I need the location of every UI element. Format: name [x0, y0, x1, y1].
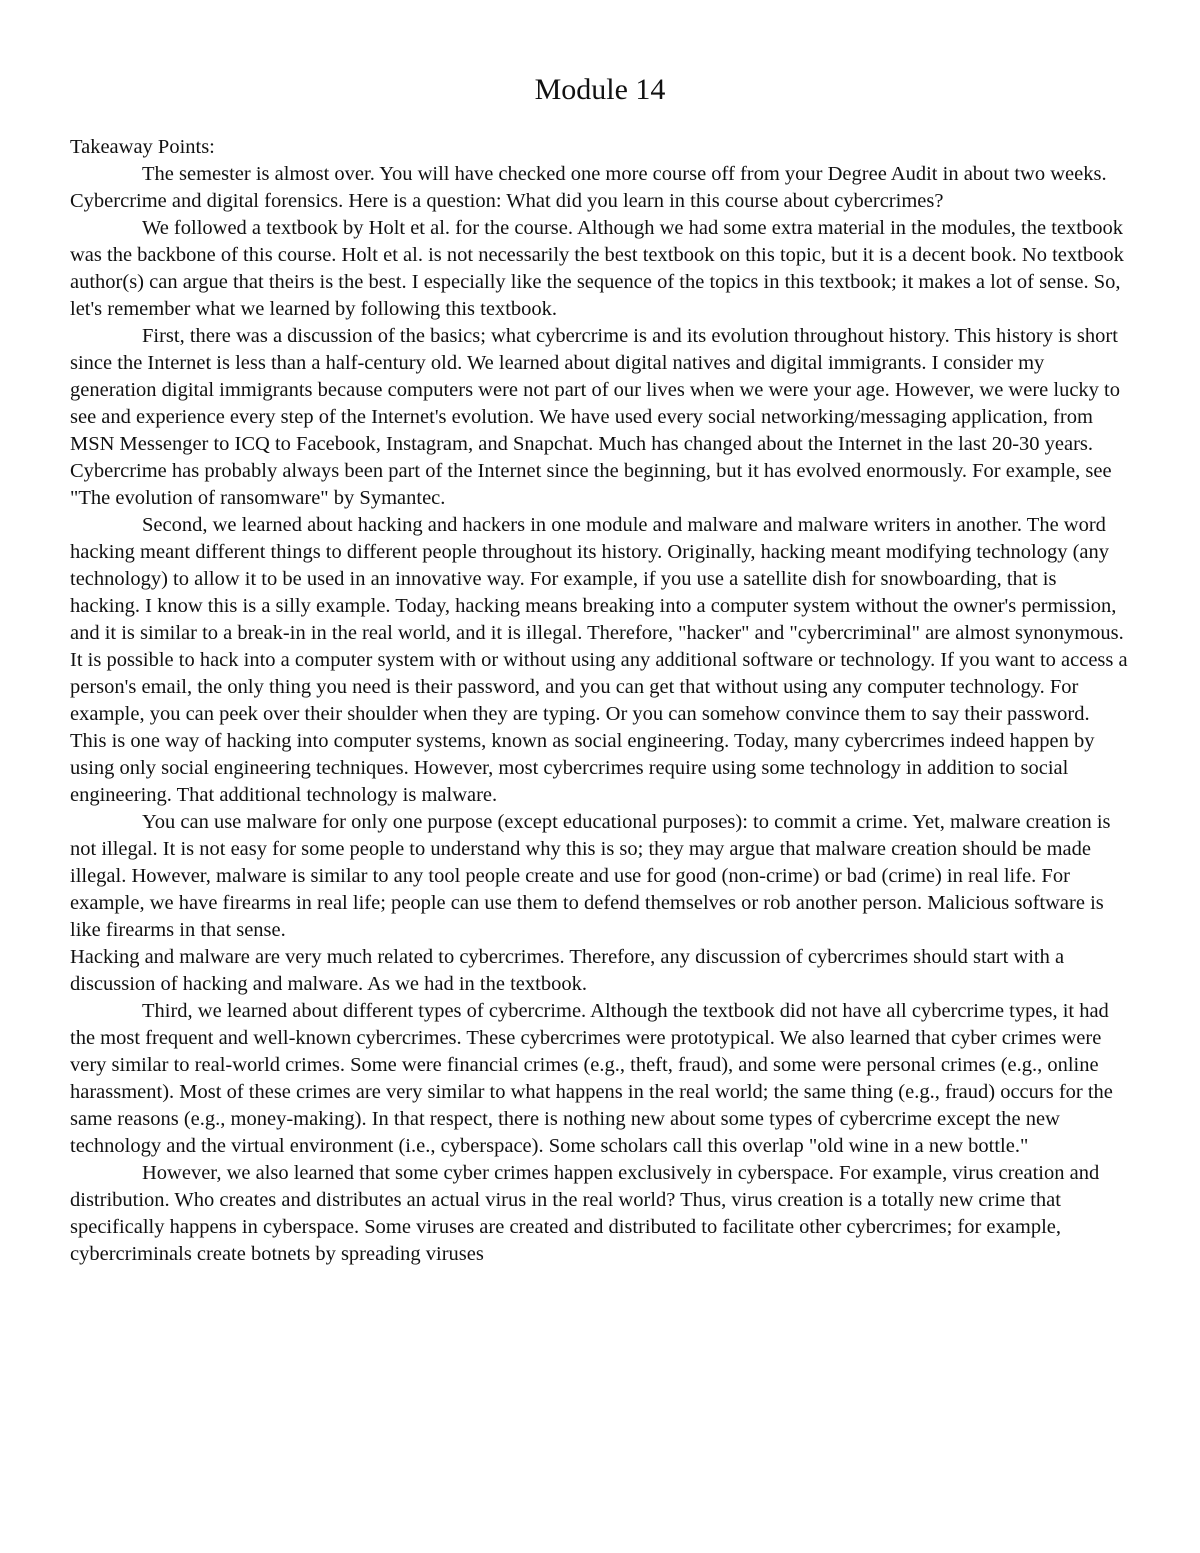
paragraph-basics: First, there was a discussion of the basics; what cybercrime is and its evolution throughout history. This history is short since the Internet is less than a half-century old. We learned about digital natives and digital immigrants. I consider my generation digital immigrants because computers were not part of our lives when we were your age. However, we were lucky to see and experience every step of the Internet's evolution. We have used every social networking/messaging application, from MSN Messenger to ICQ to Facebook, Instagram, and Snapchat. Much has changed about the Internet in the last 20-30 years. Cybercrime has probably always been part of the Internet since the beginning, but it has evolved enormously. For example, see "The evolution of ransomware" by Symantec.	[70, 325, 1121, 509]
section-heading: Takeaway Points:	[70, 136, 215, 158]
paragraph-textbook: We followed a textbook by Holt et al. for the course. Although we had some extra material in the modules, the textbook was the backbone of this course. Holt et al. is not necessarily the best textbook on this topic, but it is a decent book. No textbook author(s) can argue that theirs is the best. I especially like the sequence of the topics in this textbook; it makes a lot of sense. So, let's remember what we learned by following this textbook.	[70, 217, 1124, 320]
paragraph-cyberspace-crimes: However, we also learned that some cyber crimes happen exclusively in cyberspace. For example, virus creation and distribution. Who creates and distributes an actual virus in the real world? Thus, virus creation is a totally new crime that specifically happens in cyberspace. Some viruses are created and distributed to facilitate other cybercrimes; for example, cybercriminals create botnets by spreading viruses	[70, 1162, 1100, 1265]
paragraph-social-engineering: It is possible to hack into a computer system with or without using any additional software or technology. If you want to access a person's email, the only thing you need is their password, and you can get that without using any computer technology. For example, you can peek over their shoulder when they are typing. Or you can somehow convince them to say their password. This is one way of hacking into computer systems, known as social engineering. Today, many cybercrimes indeed happen by using only social engineering techniques. However, most cybercrimes require using some technology in addition to social engineering. That additional technology is malware.	[70, 649, 1128, 806]
paragraph-hacking: Second, we learned about hacking and hackers in one module and malware and malware writers in another. The word hacking meant different things to different people throughout its history. Originally, hacking meant modifying technology (any technology) to allow it to be used in an innovative way. For example, if you use a satellite dish for snowboarding, that is hacking. I know this is a silly example. Today, hacking means breaking into a computer system without the owner's permission, and it is similar to a break-in in the real world, and it is illegal. Therefore, "hacker" and "cybercriminal" are almost synonymous.	[70, 514, 1124, 644]
page-title: Module 14	[534, 73, 666, 106]
paragraph-cybercrime-types: Third, we learned about different types of cybercrime. Although the textbook did not have all cybercrime types, it had the most frequent and well-known cybercrimes. These cybercrimes were prototypical. We also learned that cyber crimes were very similar to real-world crimes. Some were financial crimes (e.g., theft, fraud), and some were personal crimes (e.g., online harassment). Most of these crimes are very similar to what happens in the real world; the same thing (e.g., fraud) occurs for the same reasons (e.g., money-making). In that respect, there is nothing new about some types of cybercrime except the new technology and the virtual environment (i.e., cyberspace). Some scholars call this overlap "old wine in a new bottle."	[70, 1000, 1113, 1157]
paragraph-malware: You can use malware for only one purpose (except educational purposes): to commit a crime. Yet, malware creation is not illegal. It is not easy for some people to understand why this is so; they may argue that malware creation should be made illegal. However, malware is similar to any tool people create and use for good (non-crime) or bad (crime) in real life. For example, we have firearms in real life; people can use them to defend themselves or rob another person. Malicious software is like firearms in that sense.	[70, 811, 1111, 941]
paragraph-hacking-malware: Hacking and malware are very much related to cybercrimes. Therefore, any discussion of cybercrimes should start with a discussion of hacking and malware. As we had in the textbook.	[70, 946, 1065, 995]
paragraph-intro: The semester is almost over. You will have checked one more course off from your Degree Audit in about two weeks. Cybercrime and digital forensics. Here is a question: What did you learn in this course about cybercrimes?	[70, 163, 1107, 212]
document-page	[70, 70, 1130, 1268]
